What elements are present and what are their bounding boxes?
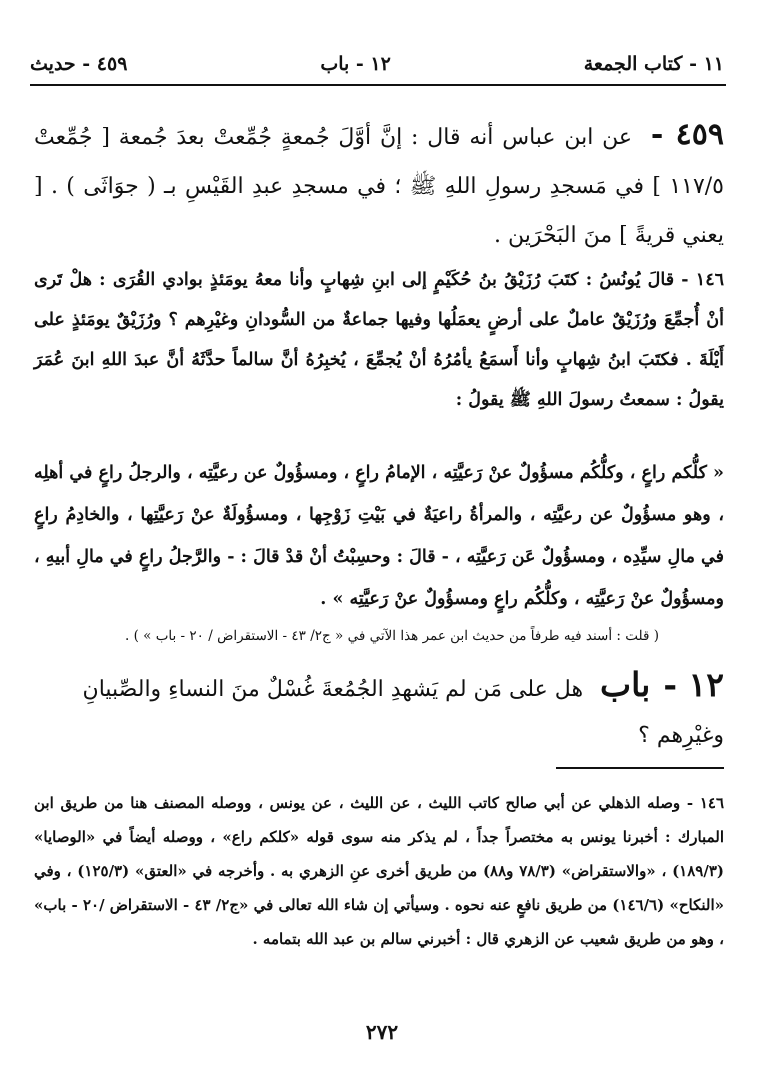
chapter-title: هل على مَن لم يَشهدِ الجُمُعةَ غُسْلٌ منَ النساءِ والصِّبيانِ وغيْرِهم ؟ xyxy=(82,677,724,748)
hadith-number: ٤٥٩ - xyxy=(650,117,724,152)
chapter-heading xyxy=(34,662,724,759)
running-head xyxy=(30,48,724,80)
header-hadith-number: ٤٥٩ - حديث xyxy=(30,53,128,75)
hadith-459 xyxy=(34,110,724,260)
header-book-title: ١١ - كتاب الجمعة xyxy=(583,53,724,75)
footnote-divider xyxy=(556,767,724,769)
chapter-number: ١٢ - xyxy=(663,665,724,704)
narration-146: ١٤٦ - قالَ يُونُسُ : كتَبَ رُزَيْقُ بنُ حُكَيْمٍ إلى ابنِ شِهابٍ وأنا معهُ يومَئذٍ بوادي القُرَى : هلْ تَرى أنْ أُجمِّعَ ورُزَيْقٌ عاملٌ على أرضٍ يعمَلُها وفيها جماعةٌ من السُّودانِ وغيْرِهم ؟ ورُزَيْقٌ يومَئذٍ على أَيْلَةَ . فكتَبَ ابنُ شِهابٍ وأنا أَسمَعُ يأمُرُهُ أنْ يُجمِّعَ ، يُخبِرُهُ أنَّ سالماً حدَّثَهُ أنَّ عبدَ اللهِ ابنَ عُمَرَ يقولُ : سمعتُ رسولَ اللهِ ﷺ يقولُ : xyxy=(34,270,724,410)
editor-note: ( قلت : أسند فيه طرفاً من حديث ابن عمر هذا الآتي في « ج٢/ ٤٣ - الاستقراض / ٢٠ - باب » ) . xyxy=(125,628,659,644)
page-number: ٢٧٢ xyxy=(365,1020,399,1044)
header-divider xyxy=(30,84,726,86)
chapter-word: باب xyxy=(600,665,651,704)
hadith-text: عن ابن عباس أنه قال : إنَّ أوَّلَ جُمعةٍ جُمِّعتْ بعدَ جُمعة [ جُمِّعتْ ١١٧/٥ ] في مَسجدِ رسولِ اللهِ ﷺ ؛ في مسجدِ عبدِ القَيْسِ بـ ( جوَاثَى ) . [ يعني قريةً ] منَ البَحْرَين . xyxy=(34,125,724,248)
footnote: ١٤٦ - وصله الذهلي عن أبي صالح كاتب الليث ، عن الليث ، عن يونس ، ووصله المصنف هنا من طريق ابن المبارك : أخبرنا يونس به مختصراً جداً ، لم يذكر منه سوى قوله «كلكم راع» ، ووصله أيضاً في «الوصايا» (١٨٩/٣) ، «والاستقراض» (٧٨/٣ و٨٨) من طريق أخرى عنِ الزهري به . وأخرجه في «العتق» (١٢٥/٣) ، وفي «النكاح» (١٤٦/٦) من طريق نافعٍ عنه نحوه . وسيأتي إن شاء الله تعالى في «ج٢/ ٤٣ - الاستقراض /٢٠ - باب» ، وهو من طريق شعيب عن الزهري قال : أخبرني سالم بن عبد الله بتمامه . xyxy=(34,794,725,948)
prophetic-quote: « كلُّكم راعٍ ، وكلُّكُم مسؤُولٌ عنْ رَعيَّتِه ، الإمامُ راعٍ ، ومسؤُولٌ عن رعيَّتِه ، والرجلُ راعٍ في أهلِه ، وهو مسؤُولٌ عن رعيَّتِه ، والمرأةُ راعيَةٌ في بَيْتِ زَوْجِها ، ومسؤُولَةٌ عنْ رَعيَّتِها ، والخادِمُ راعٍ في مالِ سيِّدِه ، ومسؤُولٌ عَن رَعيَّتِه ، - قالَ : وحسِبْتُ أنْ قدْ قالَ : - والرَّجلُ راعٍ في مالِ أبيهِ ، ومسؤُولٌ عنْ رَعيَّتِه ، وكلُّكُم راعٍ ومسؤُولٌ عنْ رَعيَّتِه » . xyxy=(34,463,724,609)
header-chapter: ١٢ - باب xyxy=(320,53,391,75)
